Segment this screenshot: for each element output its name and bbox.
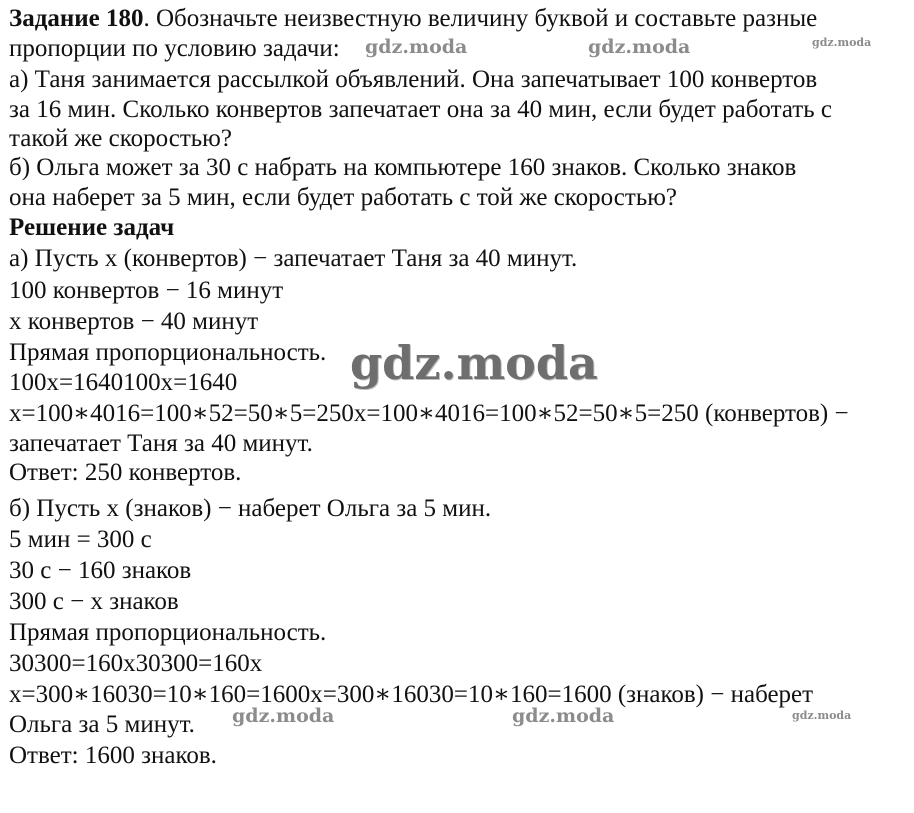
- watermark: gdz.moda: [792, 709, 852, 722]
- watermark: gdz.moda: [365, 36, 468, 58]
- watermark-large: gdz.moda: [350, 336, 598, 390]
- watermark: gdz.moda: [588, 36, 691, 58]
- solution-b-line-5: Прямая пропорциональность.: [9, 619, 327, 646]
- problem-b-line-1: б) Ольга может за 30 с набрать на компьютере 160 знаков. Сколько знаков: [9, 154, 797, 181]
- solution-a-line-2: 100 конвертов − 16 минут: [9, 277, 284, 304]
- watermark: gdz.moda: [232, 705, 335, 727]
- problem-a-line-3: такой же скоростью?: [9, 125, 232, 152]
- problem-b-line-2: она наберет за 5 мин, если будет работать с той же скоростью?: [9, 184, 678, 211]
- watermark: gdz.moda: [812, 36, 872, 49]
- solution-a-line-5: 100х=1640100х=1640: [9, 369, 238, 396]
- solution-a-line-1: а) Пусть х (конвертов) − запечатает Таня за 40 минут.: [9, 245, 578, 272]
- solution-b-line-2: 5 мин = 300 с: [9, 526, 152, 553]
- solution-a-answer: Ответ: 250 конвертов.: [9, 459, 242, 486]
- solution-heading: Решение задач: [9, 214, 175, 241]
- solution-b-line-7: х=300∗16030=10∗160=1600х=300∗16030=10∗160=1600 (знаков) − наберет: [9, 681, 814, 708]
- solution-a-line-3: х конвертов − 40 минут: [9, 308, 259, 335]
- task-intro-line-2: пропорции по условию задачи:: [9, 35, 340, 62]
- solution-a-line-6: х=100∗4016=100∗52=50∗5=250х=100∗4016=100∗52=50∗5=250 (конвертов) −: [9, 400, 849, 427]
- watermark: gdz.moda: [512, 705, 615, 727]
- solution-b-answer: Ответ: 1600 знаков.: [9, 742, 217, 769]
- task-intro-line-1: [9, 4, 817, 34]
- solution-b-line-8: Ольга за 5 минут.: [9, 711, 195, 738]
- problem-a-line-2: за 16 мин. Сколько конвертов запечатает она за 40 мин, если будет работать с: [9, 96, 832, 123]
- problem-a-line-1: а) Таня занимается рассылкой объявлений. Она запечатывает 100 конвертов: [9, 66, 818, 93]
- solution-b-line-6: 30300=160х30300=160х: [9, 650, 263, 677]
- solution-a-line-7: запечатает Таня за 40 минут.: [9, 430, 313, 457]
- solution-b-line-3: 30 с − 160 знаков: [9, 557, 192, 584]
- solution-b-line-1: б) Пусть х (знаков) − наберет Ольга за 5 мин.: [9, 495, 492, 522]
- solution-b-line-4: 300 с − х знаков: [9, 588, 179, 615]
- solution-a-line-4: Прямая пропорциональность.: [9, 339, 327, 366]
- task-intro-text: . Обозначьте неизвестную величину буквой и составьте разные: [143, 5, 818, 32]
- task-label: Задание 180: [9, 5, 144, 32]
